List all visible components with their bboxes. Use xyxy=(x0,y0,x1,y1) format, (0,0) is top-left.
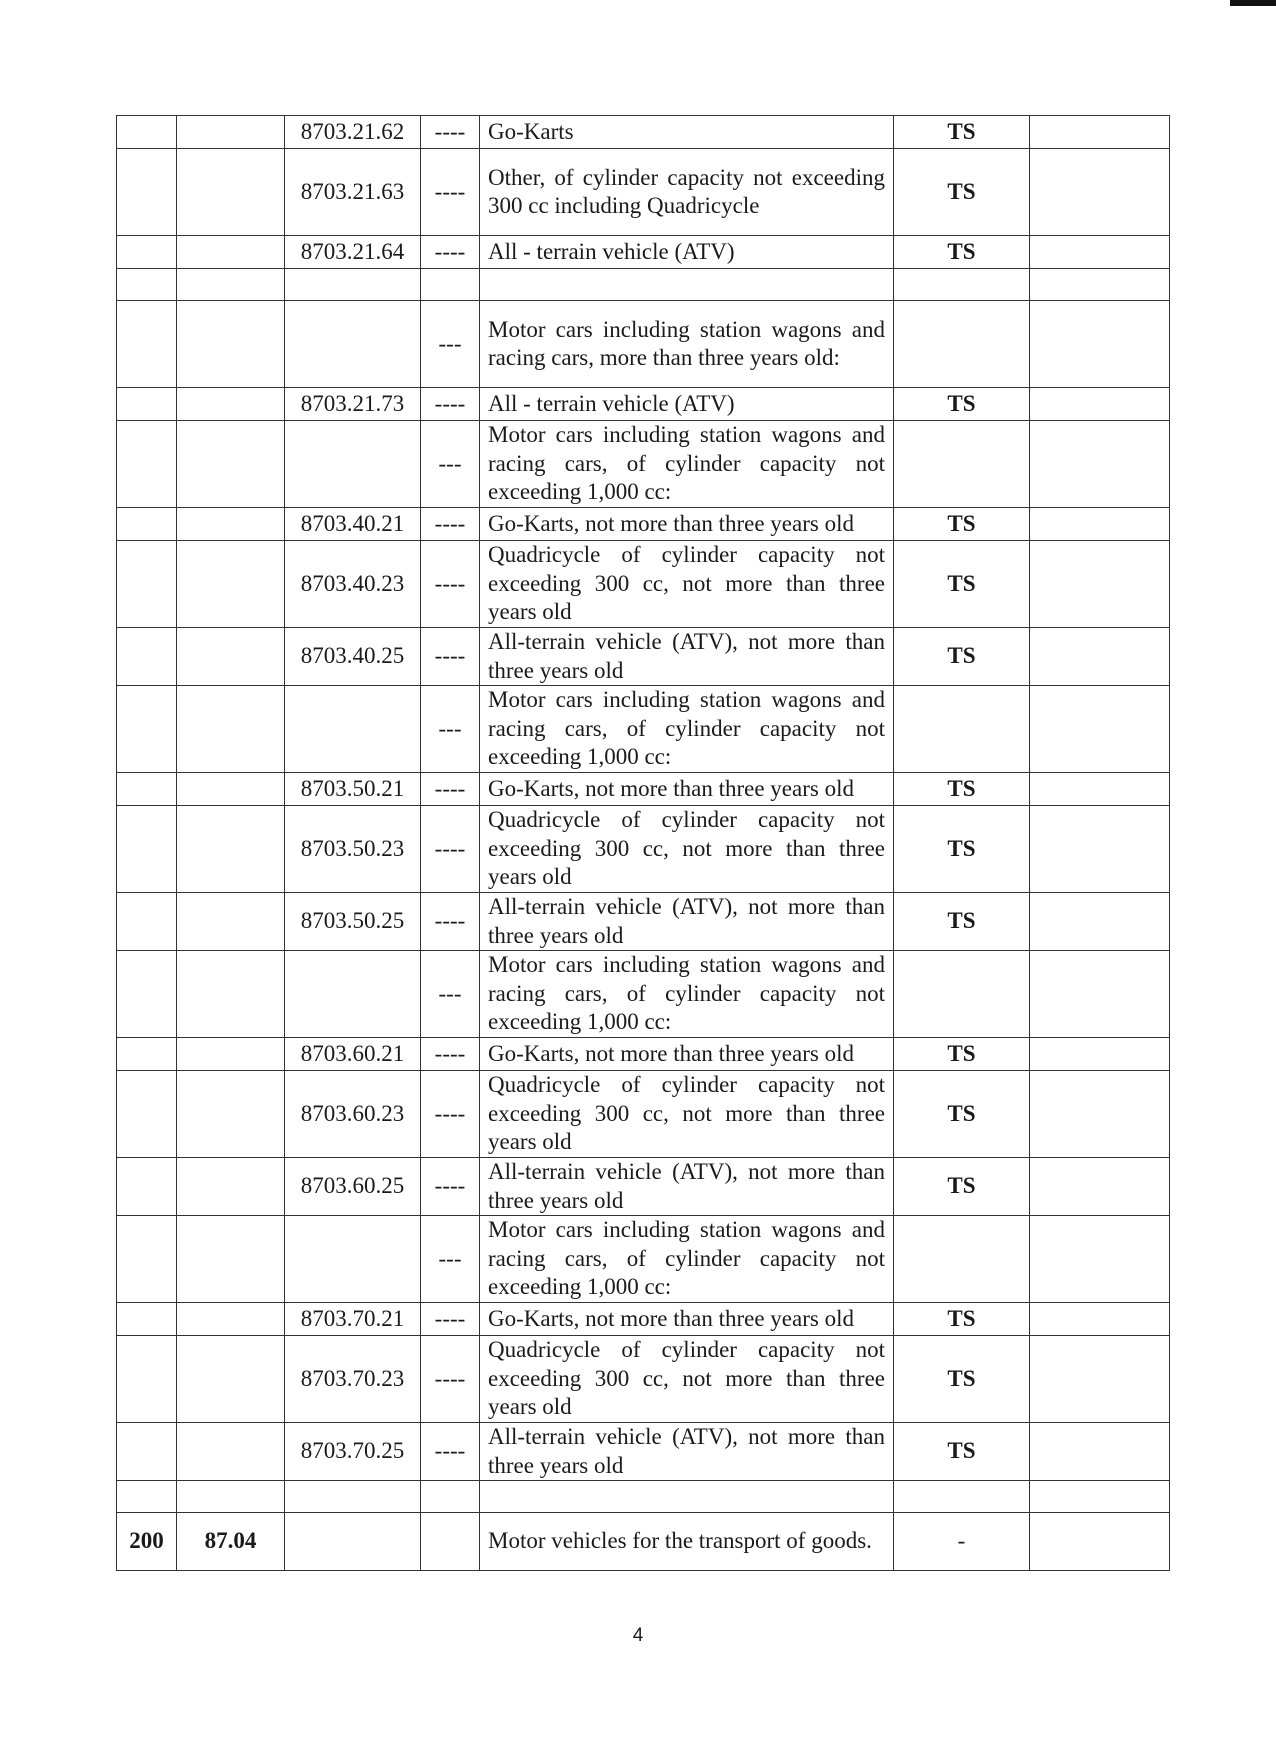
rate-cell xyxy=(894,421,1030,508)
rate-cell xyxy=(894,269,1030,301)
description-cell: Quadricycle of cylinder capacity not exceeding 300 cc, not more than three years old xyxy=(480,806,894,893)
hs-code-cell: 8703.40.23 xyxy=(285,541,421,628)
serial-cell xyxy=(117,116,177,149)
heading-cell xyxy=(177,773,285,806)
rate-cell: TS xyxy=(894,1038,1030,1071)
extra-cell xyxy=(1030,1216,1170,1303)
hs-code-cell: 8703.60.25 xyxy=(285,1158,421,1216)
heading-cell xyxy=(177,628,285,686)
heading-cell xyxy=(177,1423,285,1481)
extra-cell xyxy=(1030,541,1170,628)
rate-cell: TS xyxy=(894,893,1030,951)
table-row xyxy=(117,1481,1170,1513)
table-row xyxy=(117,149,1170,236)
serial-cell xyxy=(117,269,177,301)
rate-cell xyxy=(894,951,1030,1038)
serial-cell xyxy=(117,1158,177,1216)
extra-cell xyxy=(1030,951,1170,1038)
extra-cell xyxy=(1030,686,1170,773)
rate-cell: TS xyxy=(894,806,1030,893)
description-cell: Go-Karts xyxy=(480,116,894,149)
rate-cell: TS xyxy=(894,773,1030,806)
serial-cell xyxy=(117,686,177,773)
hs-code-cell xyxy=(285,686,421,773)
heading-cell xyxy=(177,541,285,628)
hs-code-cell: 8703.40.21 xyxy=(285,508,421,541)
description-cell: All-terrain vehicle (ATV), not more than three years old xyxy=(480,628,894,686)
extra-cell xyxy=(1030,236,1170,269)
dash-cell: --- xyxy=(421,686,480,773)
hs-code-cell: 8703.21.63 xyxy=(285,149,421,236)
serial-cell xyxy=(117,388,177,421)
heading-cell xyxy=(177,1216,285,1303)
extra-cell xyxy=(1030,508,1170,541)
description-cell: All-terrain vehicle (ATV), not more than three years old xyxy=(480,893,894,951)
dash-cell: ---- xyxy=(421,388,480,421)
description-cell: Motor cars including station wagons and racing cars, of cylinder capacity not exceeding 1,000 cc: xyxy=(480,1216,894,1303)
table-row xyxy=(117,388,1170,421)
extra-cell xyxy=(1030,773,1170,806)
dash-cell: ---- xyxy=(421,236,480,269)
description-cell: Motor vehicles for the transport of goods. xyxy=(480,1513,894,1571)
hs-code-cell: 8703.50.23 xyxy=(285,806,421,893)
heading-cell xyxy=(177,893,285,951)
dash-cell xyxy=(421,269,480,301)
serial-cell xyxy=(117,1216,177,1303)
serial-cell xyxy=(117,1071,177,1158)
table-row xyxy=(117,686,1170,773)
dash-cell: ---- xyxy=(421,1336,480,1423)
serial-cell xyxy=(117,1423,177,1481)
extra-cell xyxy=(1030,1303,1170,1336)
extra-cell xyxy=(1030,269,1170,301)
dash-cell: ---- xyxy=(421,1071,480,1158)
extra-cell xyxy=(1030,421,1170,508)
hs-code-cell: 8703.50.21 xyxy=(285,773,421,806)
heading-cell xyxy=(177,236,285,269)
dash-cell: ---- xyxy=(421,1303,480,1336)
description-cell: Motor cars including station wagons and racing cars, more than three years old: xyxy=(480,301,894,388)
description-cell: Go-Karts, not more than three years old xyxy=(480,1303,894,1336)
heading-cell xyxy=(177,1303,285,1336)
heading-cell xyxy=(177,116,285,149)
extra-cell xyxy=(1030,388,1170,421)
dash-cell: --- xyxy=(421,421,480,508)
extra-cell xyxy=(1030,628,1170,686)
hs-code-cell: 8703.21.64 xyxy=(285,236,421,269)
rate-cell: TS xyxy=(894,508,1030,541)
table-row xyxy=(117,269,1170,301)
hs-code-cell xyxy=(285,301,421,388)
table-row xyxy=(117,301,1170,388)
heading-cell xyxy=(177,806,285,893)
dash-cell: --- xyxy=(421,301,480,388)
description-cell: All-terrain vehicle (ATV), not more than three years old xyxy=(480,1158,894,1216)
table-row xyxy=(117,1071,1170,1158)
description-cell: All-terrain vehicle (ATV), not more than three years old xyxy=(480,1423,894,1481)
serial-cell xyxy=(117,1481,177,1513)
rate-cell: - xyxy=(894,1513,1030,1571)
heading-cell xyxy=(177,686,285,773)
serial-cell xyxy=(117,893,177,951)
hs-code-cell: 8703.40.25 xyxy=(285,628,421,686)
rate-cell: TS xyxy=(894,116,1030,149)
heading-cell xyxy=(177,1481,285,1513)
serial-cell xyxy=(117,236,177,269)
rate-cell: TS xyxy=(894,388,1030,421)
hs-code-cell: 8703.21.73 xyxy=(285,388,421,421)
serial-cell xyxy=(117,1038,177,1071)
table-row xyxy=(117,806,1170,893)
scan-edge-mark xyxy=(1230,0,1276,6)
rate-cell xyxy=(894,301,1030,388)
description-cell xyxy=(480,269,894,301)
description-cell xyxy=(480,1481,894,1513)
dash-cell: --- xyxy=(421,1216,480,1303)
serial-cell xyxy=(117,541,177,628)
extra-cell xyxy=(1030,1513,1170,1571)
dash-cell: ---- xyxy=(421,508,480,541)
table-row xyxy=(117,893,1170,951)
dash-cell: ---- xyxy=(421,149,480,236)
description-cell: Motor cars including station wagons and racing cars, of cylinder capacity not exceeding 1,000 cc: xyxy=(480,951,894,1038)
dash-cell xyxy=(421,1513,480,1571)
description-cell: Quadricycle of cylinder capacity not exceeding 300 cc, not more than three years old xyxy=(480,541,894,628)
extra-cell xyxy=(1030,1481,1170,1513)
dash-cell: ---- xyxy=(421,1423,480,1481)
table-row xyxy=(117,116,1170,149)
serial-cell xyxy=(117,628,177,686)
heading-cell xyxy=(177,951,285,1038)
serial-cell xyxy=(117,773,177,806)
description-cell: Quadricycle of cylinder capacity not exceeding 300 cc, not more than three years old xyxy=(480,1071,894,1158)
rate-cell: TS xyxy=(894,236,1030,269)
dash-cell: ---- xyxy=(421,773,480,806)
extra-cell xyxy=(1030,1071,1170,1158)
hs-code-cell: 8703.70.21 xyxy=(285,1303,421,1336)
rate-cell xyxy=(894,1216,1030,1303)
hs-code-cell xyxy=(285,1216,421,1303)
dash-cell: ---- xyxy=(421,1038,480,1071)
table-row xyxy=(117,1513,1170,1571)
dash-cell: ---- xyxy=(421,893,480,951)
table-row xyxy=(117,421,1170,508)
heading-cell xyxy=(177,508,285,541)
table-row xyxy=(117,1158,1170,1216)
table-row xyxy=(117,951,1170,1038)
rate-cell: TS xyxy=(894,541,1030,628)
heading-cell: 87.04 xyxy=(177,1513,285,1571)
extra-cell xyxy=(1030,149,1170,236)
serial-cell xyxy=(117,149,177,236)
dash-cell: ---- xyxy=(421,806,480,893)
table-row xyxy=(117,773,1170,806)
hs-code-cell: 8703.70.23 xyxy=(285,1336,421,1423)
description-cell: All - terrain vehicle (ATV) xyxy=(480,236,894,269)
description-cell: Motor cars including station wagons and racing cars, of cylinder capacity not exceeding 1,000 cc: xyxy=(480,421,894,508)
hs-code-cell: 8703.50.25 xyxy=(285,893,421,951)
heading-cell xyxy=(177,1038,285,1071)
description-cell: Other, of cylinder capacity not exceeding 300 cc including Quadricycle xyxy=(480,149,894,236)
rate-cell: TS xyxy=(894,1158,1030,1216)
table-row xyxy=(117,541,1170,628)
heading-cell xyxy=(177,1071,285,1158)
table-row xyxy=(117,1303,1170,1336)
tariff-table xyxy=(116,115,1170,1571)
description-cell: Go-Karts, not more than three years old xyxy=(480,508,894,541)
rate-cell: TS xyxy=(894,1071,1030,1158)
rate-cell: TS xyxy=(894,149,1030,236)
extra-cell xyxy=(1030,1423,1170,1481)
hs-code-cell: 8703.70.25 xyxy=(285,1423,421,1481)
dash-cell: ---- xyxy=(421,1158,480,1216)
serial-cell xyxy=(117,1303,177,1336)
hs-code-cell xyxy=(285,421,421,508)
description-cell: Go-Karts, not more than three years old xyxy=(480,1038,894,1071)
extra-cell xyxy=(1030,301,1170,388)
page-number: 4 xyxy=(632,1625,644,1646)
extra-cell xyxy=(1030,893,1170,951)
dash-cell: --- xyxy=(421,951,480,1038)
dash-cell: ---- xyxy=(421,116,480,149)
table-row xyxy=(117,1336,1170,1423)
dash-cell xyxy=(421,1481,480,1513)
serial-cell xyxy=(117,1336,177,1423)
serial-cell xyxy=(117,301,177,388)
rate-cell: TS xyxy=(894,628,1030,686)
rate-cell: TS xyxy=(894,1303,1030,1336)
extra-cell xyxy=(1030,116,1170,149)
hs-code-cell xyxy=(285,1481,421,1513)
heading-cell xyxy=(177,388,285,421)
serial-cell xyxy=(117,508,177,541)
hs-code-cell xyxy=(285,951,421,1038)
serial-cell xyxy=(117,421,177,508)
extra-cell xyxy=(1030,1336,1170,1423)
table-row xyxy=(117,236,1170,269)
extra-cell xyxy=(1030,1158,1170,1216)
serial-cell xyxy=(117,951,177,1038)
heading-cell xyxy=(177,421,285,508)
table-row xyxy=(117,1423,1170,1481)
serial-cell: 200 xyxy=(117,1513,177,1571)
heading-cell xyxy=(177,149,285,236)
hs-code-cell xyxy=(285,1513,421,1571)
description-cell: All - terrain vehicle (ATV) xyxy=(480,388,894,421)
hs-code-cell xyxy=(285,269,421,301)
table-row xyxy=(117,1038,1170,1071)
table-row xyxy=(117,628,1170,686)
hs-code-cell: 8703.60.23 xyxy=(285,1071,421,1158)
description-cell: Quadricycle of cylinder capacity not exceeding 300 cc, not more than three years old xyxy=(480,1336,894,1423)
heading-cell xyxy=(177,269,285,301)
hs-code-cell: 8703.21.62 xyxy=(285,116,421,149)
heading-cell xyxy=(177,301,285,388)
description-cell: Motor cars including station wagons and racing cars, of cylinder capacity not exceeding 1,000 cc: xyxy=(480,686,894,773)
description-cell: Go-Karts, not more than three years old xyxy=(480,773,894,806)
dash-cell: ---- xyxy=(421,628,480,686)
heading-cell xyxy=(177,1336,285,1423)
dash-cell: ---- xyxy=(421,541,480,628)
rate-cell: TS xyxy=(894,1423,1030,1481)
extra-cell xyxy=(1030,1038,1170,1071)
rate-cell xyxy=(894,686,1030,773)
serial-cell xyxy=(117,806,177,893)
rate-cell: TS xyxy=(894,1336,1030,1423)
extra-cell xyxy=(1030,806,1170,893)
heading-cell xyxy=(177,1158,285,1216)
table-row xyxy=(117,508,1170,541)
rate-cell xyxy=(894,1481,1030,1513)
table-row xyxy=(117,1216,1170,1303)
hs-code-cell: 8703.60.21 xyxy=(285,1038,421,1071)
